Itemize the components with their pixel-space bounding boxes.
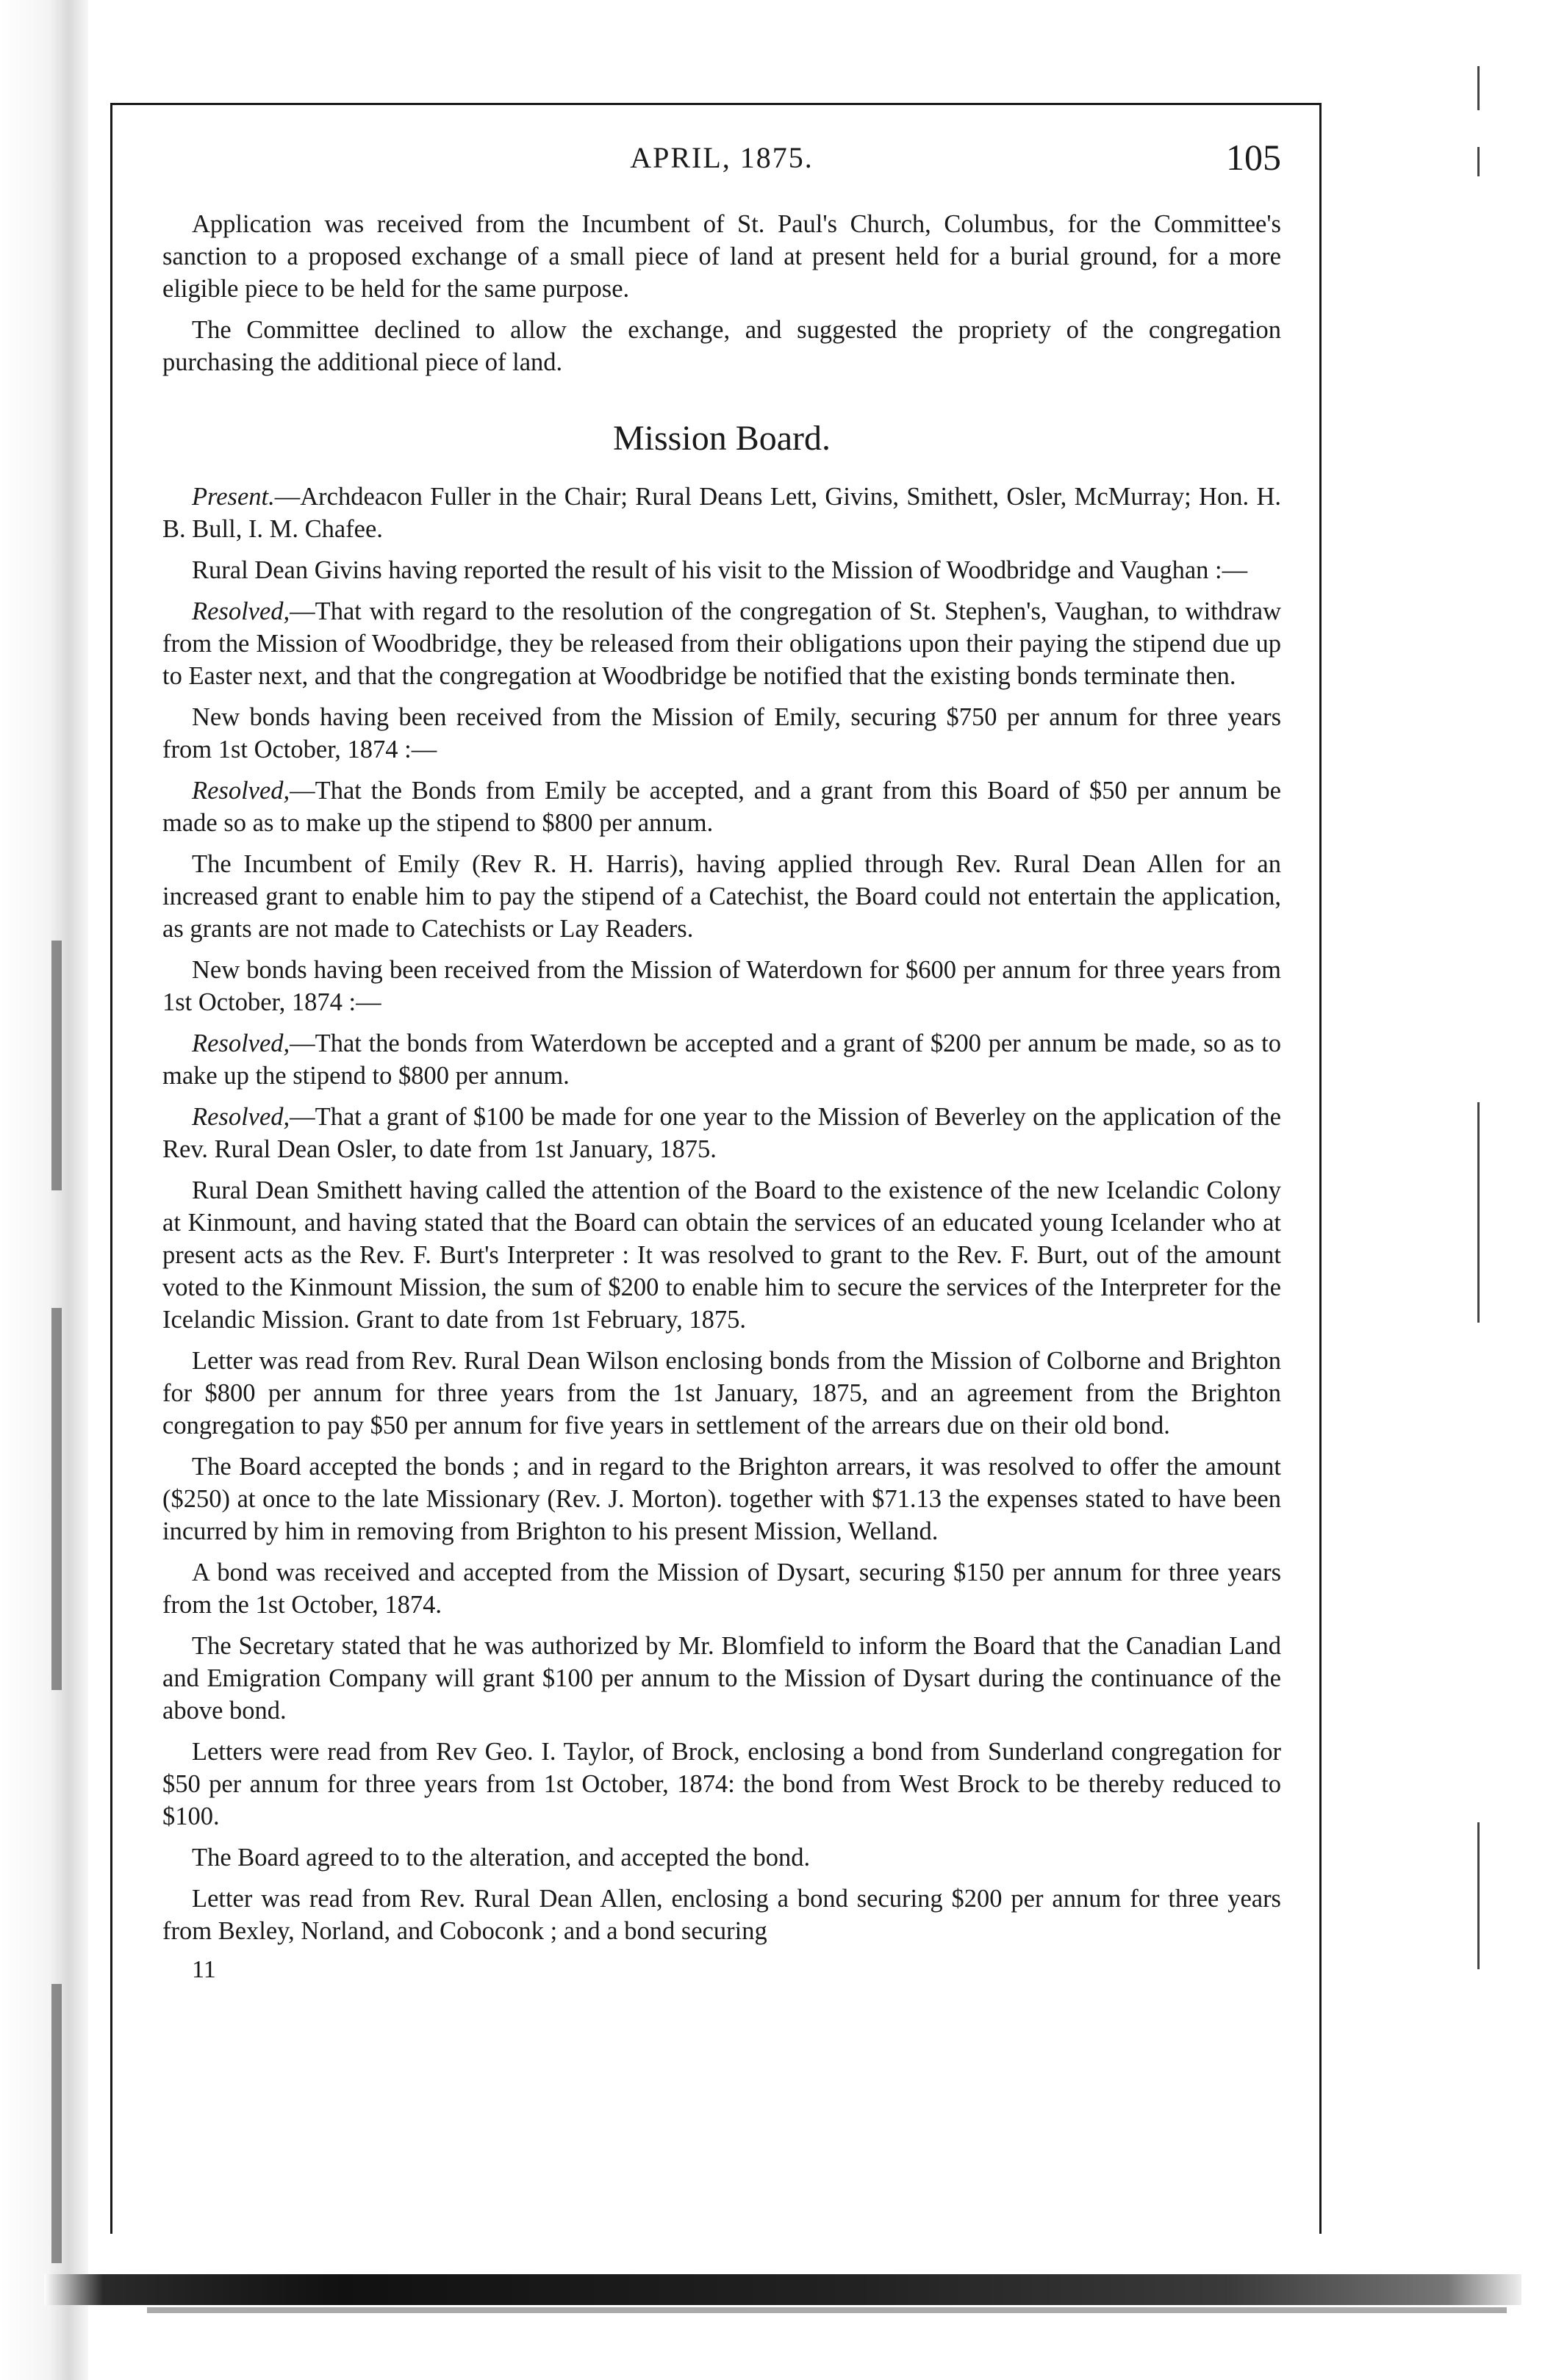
scan-edge-bottom-thin <box>147 2307 1507 2313</box>
paragraph-text: The Board accepted the bonds ; and in regard to the Brighton arrears, it was resolved to offer the amount ($250) at once to the late Missionary (Rev. J. Morton). together with $71.13 the expenses stated to have been incurred by him in removing from Brighton to his present Mission, Welland. <box>162 1453 1281 1545</box>
paragraph <box>162 595 1281 692</box>
paragraph-text: New bonds having been received from the Mission of Waterdown for $600 per annum for three years from 1st October, 1874 :— <box>162 956 1281 1016</box>
paragraph-text: Rural Dean Givins having reported the result of his visit to the Mission of Woodbridge and Vaughan :— <box>192 556 1248 584</box>
paragraph <box>162 848 1281 945</box>
scan-edge-bottom <box>44 2274 1521 2305</box>
paragraph-text: —That the bonds from Waterdown be accepted and a grant of $200 per annum be made, so as to make up the stipend to $800 per annum. <box>162 1029 1281 1090</box>
present-lead: Present. <box>192 483 275 511</box>
scan-mark <box>1477 1102 1480 1323</box>
paragraph-text: —That a grant of $100 be made for one year to the Mission of Beverley on the application of the Rev. Rural Dean Osler, to date from 1st January, 1875. <box>162 1103 1281 1163</box>
paragraph <box>162 1630 1281 1727</box>
scan-mark <box>1477 66 1480 110</box>
paragraph <box>162 1556 1281 1621</box>
paragraph-lead: Resolved, <box>192 1029 290 1057</box>
paragraph-text: —That the Bonds from Emily be accepted, and a grant from this Board of $50 per annum be made so as to make up the stipend to $800 per annum. <box>162 777 1281 837</box>
paragraph-text: Letters were read from Rev Geo. I. Taylor, of Brock, enclosing a bond from Sunderland congregation for $50 per annum for three years from 1st October, 1874: the bond from West Brock to be thereby reduced to $100. <box>162 1738 1281 1830</box>
paragraph <box>162 954 1281 1018</box>
paragraph-text: The Secretary stated that he was authorized by Mr. Blomfield to inform the Board that the Canadian Land and Emigration Company will grant $100 per annum to the Mission of Dysart during the continuance of the above bond. <box>162 1632 1281 1725</box>
page <box>110 103 1322 2234</box>
scan-edge-left <box>0 0 88 2380</box>
running-title: APRIL, 1875. <box>630 141 814 174</box>
running-head <box>162 137 1281 208</box>
paragraph <box>162 1841 1281 1874</box>
paragraph <box>162 701 1281 766</box>
paragraph-lead: Resolved, <box>192 1103 290 1131</box>
paragraph-text: The Incumbent of Emily (Rev R. H. Harris), having applied through Rev. Rural Dean Allen for an increased grant to enable him to pay the stipend of a Catechist, the Board could not entertain the application, as grants are not made to Catechists or Lay Readers. <box>162 850 1281 943</box>
scan-mark <box>1477 147 1480 176</box>
paragraph: Application was received from the Incumbent of St. Paul's Church, Columbus, for the Committee's sanction to a proposed exchange of a small piece of land at present held for a burial ground, for a more eligible piece to be held for the same purpose. <box>162 210 1281 303</box>
paragraph-lead: Resolved, <box>192 597 290 625</box>
paragraph <box>162 554 1281 586</box>
scan-streak <box>51 1984 62 2263</box>
paragraph-lead: Resolved, <box>192 777 290 805</box>
paragraph-text: Letter was read from Rev. Rural Dean Wilson enclosing bonds from the Mission of Colborne and Brighton for $800 per annum for three years from the 1st January, 1875, and an agreement from the Brighton congregation to pay $50 per annum for five years in settlement of the arrears due on their old bond. <box>162 1347 1281 1439</box>
paragraph <box>162 1736 1281 1833</box>
paragraph <box>162 1345 1281 1442</box>
scan-streak <box>51 941 62 1190</box>
paragraph: The Committee declined to allow the exchange, and suggested the propriety of the congregation purchasing the additional piece of land. <box>162 316 1281 376</box>
section-heading: Mission Board. <box>612 419 831 458</box>
page-number: 105 <box>1226 137 1281 178</box>
present-text: —Archdeacon Fuller in the Chair; Rural Deans Lett, Givins, Smithett, Osler, McMurray; Hon. H. B. Bull, I. M. Chafee. <box>162 483 1281 543</box>
paragraph-text: Letter was read from Rev. Rural Dean Allen, enclosing a bond securing $200 per annum for three years from Bexley, Norland, and Coboconk ; and a bond securing <box>162 1885 1281 1945</box>
scan-mark <box>1477 1822 1480 1969</box>
signature-mark: 11 <box>192 1956 216 1983</box>
paragraph-text: The Board agreed to to the alteration, and accepted the bond. <box>192 1844 811 1872</box>
paragraph <box>162 1450 1281 1547</box>
paragraph <box>162 1101 1281 1165</box>
paragraph-text: —That with regard to the resolution of the congregation of St. Stephen's, Vaughan, to withdraw from the Mission of Woodbridge, they be released from their obligations upon their paying the stipend due up to Easter next, and that the congregation at Woodbridge be notified that the existing bonds terminate then. <box>162 597 1281 690</box>
paragraph <box>162 1883 1281 1947</box>
paragraph <box>162 774 1281 839</box>
paragraph-text: New bonds having been received from the Mission of Emily, securing $750 per annum for three years from 1st October, 1874 :— <box>162 703 1281 763</box>
paragraph-text: A bond was received and accepted from the Mission of Dysart, securing $150 per annum for three years from the 1st October, 1874. <box>162 1558 1281 1619</box>
paragraph <box>162 1174 1281 1336</box>
paragraph <box>162 1027 1281 1092</box>
scan-edge-right <box>1463 59 1521 2043</box>
scan-streak <box>51 1308 62 1690</box>
present-paragraph <box>162 481 1281 545</box>
mission-board-minutes <box>162 554 1281 1947</box>
paragraph-text: Rural Dean Smithett having called the attention of the Board to the existence of the new Icelandic Colony at Kinmount, and having stated that the Board can obtain the services of an educated young Icelander who at present acts as the Rev. F. Burt's Interpreter : It was resolved to grant to the Rev. F. Burt, out of the amount voted to the Kinmount Mission, the sum of $200 to enable him to secure the services of the Interpreter for the Icelandic Mission. Grant to date from 1st February, 1875. <box>162 1176 1281 1334</box>
